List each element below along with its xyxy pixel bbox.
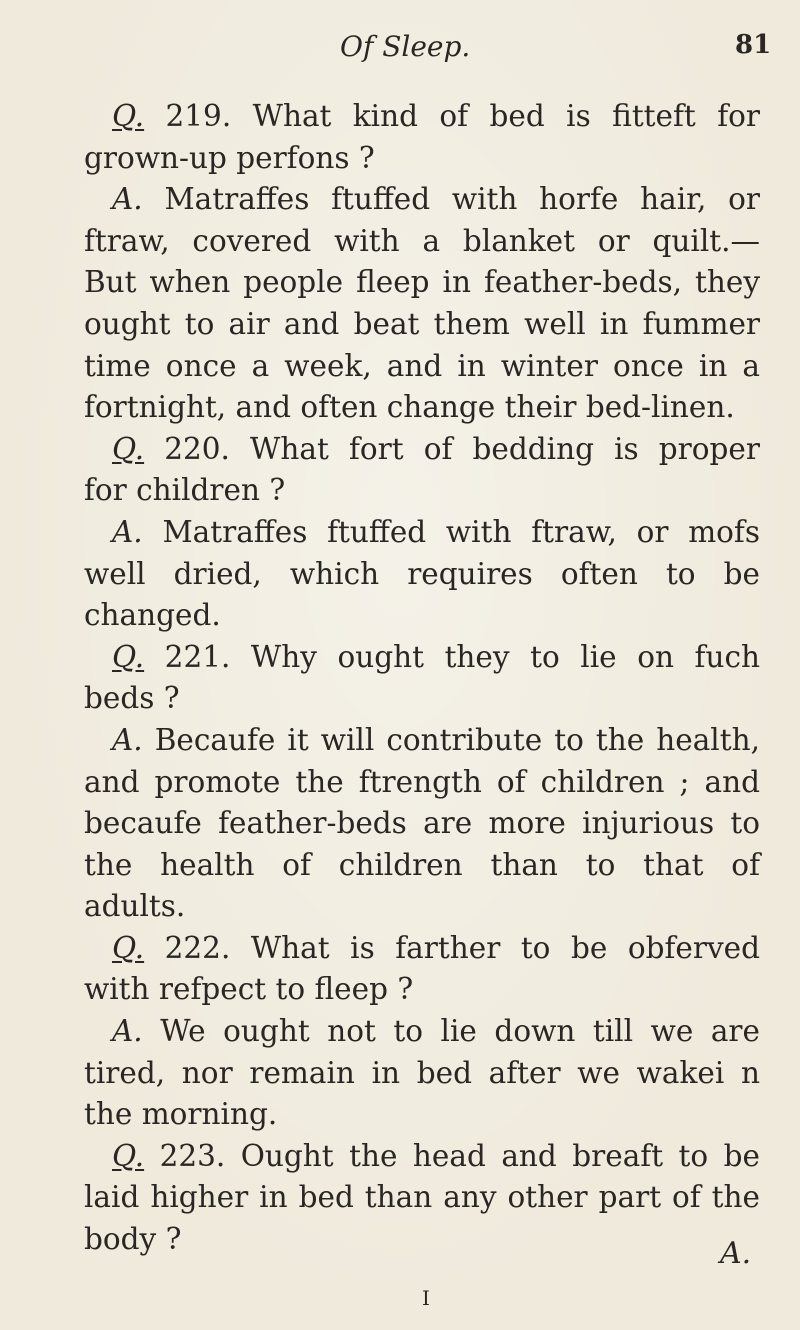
question-marker: Q. bbox=[112, 930, 145, 965]
answer-line bbox=[84, 512, 760, 554]
answer-marker: A. bbox=[112, 722, 143, 757]
question-marker: Q. bbox=[112, 431, 145, 466]
question-line: grown-up perfons ? bbox=[84, 140, 375, 175]
answer-text: Matraffes ftuffed with horfe hair, or bbox=[164, 182, 760, 217]
running-head bbox=[0, 30, 800, 70]
qa-block bbox=[84, 96, 760, 429]
answer-line: adults. bbox=[84, 889, 186, 924]
answer-marker: A. bbox=[112, 1014, 143, 1049]
answer-text: Matraffes ftuffed with ftraw, or mofs bbox=[162, 514, 760, 549]
question-text: 220. What fort of bedding is proper bbox=[164, 431, 760, 466]
answer-line: fortnight, and often change their bed-linen. bbox=[84, 390, 735, 425]
answer-line bbox=[84, 720, 760, 762]
signature-mark: I bbox=[422, 1286, 430, 1310]
answer-line: the health of children than to that of bbox=[84, 847, 760, 882]
question-line bbox=[84, 637, 760, 679]
qa-block bbox=[84, 1136, 760, 1261]
question-line: with refpect to fleep ? bbox=[84, 972, 414, 1007]
answer-line: well dried, which requires often to be bbox=[84, 556, 760, 591]
catchword: A. bbox=[720, 1236, 752, 1271]
question-text: 223. Ought the head and breaft to be bbox=[159, 1138, 760, 1173]
answer-line: ftraw, covered with a blanket or quilt.— bbox=[84, 223, 760, 258]
answer-line: the morning. bbox=[84, 1097, 278, 1132]
answer-text: Becaufe it will contribute to the health, bbox=[154, 722, 760, 757]
question-line: for children ? bbox=[84, 473, 286, 508]
qa-block bbox=[84, 429, 760, 637]
running-head-title: Of Sleep. bbox=[340, 30, 471, 63]
answer-line: and promote the ftrength of children ; and bbox=[84, 764, 760, 799]
page-number: 81 bbox=[735, 30, 772, 60]
question-text: 222. What is farther to be obferved bbox=[164, 930, 760, 965]
question-line bbox=[84, 96, 760, 138]
question-marker: Q. bbox=[112, 99, 145, 133]
answer-line bbox=[84, 1011, 760, 1053]
question-line: beds ? bbox=[84, 681, 180, 716]
answer-line bbox=[84, 179, 760, 221]
question-line: laid higher in bed than any other part of the bbox=[84, 1180, 760, 1215]
answer-line: becaufe feather-beds are more injurious to bbox=[84, 806, 760, 841]
answer-line: tired, nor remain in bed after we wakei n bbox=[84, 1055, 760, 1090]
question-marker: Q. bbox=[112, 1138, 145, 1173]
answer-marker: A. bbox=[112, 514, 143, 549]
answer-line: time once a week, and in winter once in a bbox=[84, 348, 760, 383]
qa-block bbox=[84, 928, 760, 1136]
qa-block bbox=[84, 637, 760, 928]
answer-line: But when people fleep in feather-beds, they bbox=[84, 265, 760, 300]
question-line: body ? bbox=[84, 1222, 182, 1257]
question-line bbox=[84, 429, 760, 471]
body-text bbox=[84, 96, 760, 1261]
question-text: 221. Why ought they to lie on fuch bbox=[164, 639, 760, 674]
question-line bbox=[84, 1136, 760, 1178]
answer-text: We ought not to lie down till we are bbox=[160, 1014, 760, 1049]
question-line bbox=[84, 928, 760, 970]
question-marker: Q. bbox=[112, 639, 145, 674]
answer-line: changed. bbox=[84, 598, 221, 633]
question-text: 219. What kind of bed is fitteft for bbox=[165, 99, 760, 133]
answer-marker: A. bbox=[112, 182, 143, 217]
answer-line: ought to air and beat them well in fummer bbox=[84, 306, 760, 341]
